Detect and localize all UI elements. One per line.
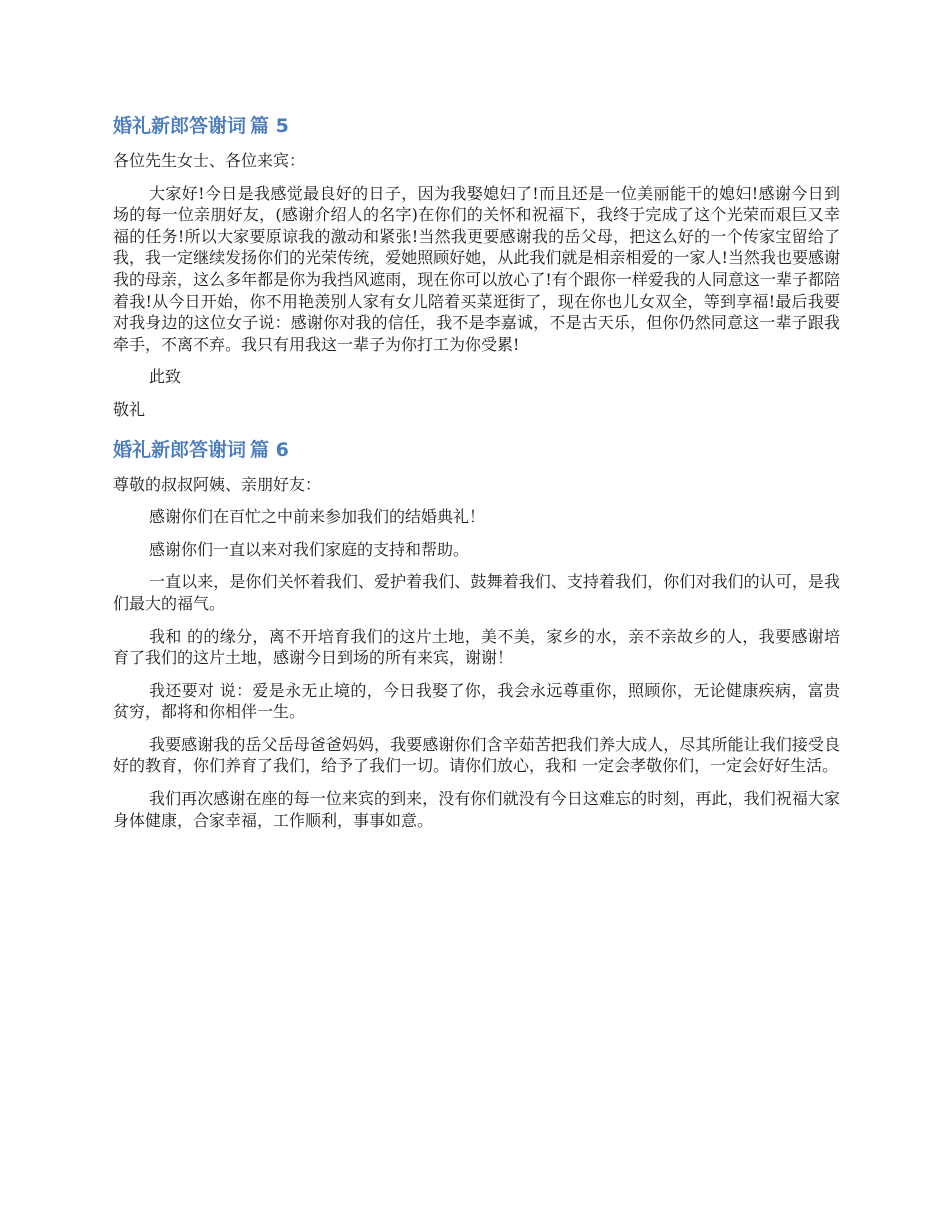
body-paragraph: 一直以来，是你们关怀着我们、爱护着我们、鼓舞着我们、支持着我们，你们对我们的认可，是我们最大的福气。	[113, 572, 840, 613]
body-paragraph: 感谢你们在百忙之中前来参加我们的结婚典礼！	[149, 507, 486, 527]
section-number: 篇 6	[250, 438, 289, 461]
salutation: 各位先生女士、各位来宾：	[113, 151, 306, 170]
body-paragraph: 我们再次感谢在座的每一位来宾的到来，没有你们就没有今日这难忘的时刻，再此，我们祝福大家身体健康，合家幸福，工作顺利，事事如意。	[113, 789, 840, 830]
section-title: 婚礼新郎答谢词	[113, 115, 247, 137]
salutation: 尊敬的叔叔阿姨、亲朋好友：	[113, 474, 322, 494]
closing-line: 敬礼	[113, 399, 146, 419]
section-title: 婚礼新郎答谢词	[113, 438, 247, 461]
body-paragraph: 大家好!今日是我感觉最良好的日子，因为我娶媳妇了!而且还是一位美丽能干的媳妇!感谢今日到场的每一位亲朋好友，(感谢介绍人的名字)在你们的关怀和祝福下，我终于完成了这个光荣而艰巨又幸福的任务!所以大家要原谅我的激动和紧张!当然我更要感谢我的岳父母，把这么好的一个传家宝留给了我，我一定继续发扬你们的光荣传统，爱她照顾好她，从此我们就是相亲相爱的一家人!当然我也要感谢我的母亲，这么多年都是你为我挡风遮雨，现在你可以放心了!有个跟你一样爱我的人同意这一辈子都陪着我!从今日开始，你不用艳羡别人家有女儿陪着买菜逛街了，现在你也儿女双全，等到享福!最后我要对我身边的这位女子说：感谢你对我的信任，我不是李嘉诚，不是古天乐，但你仍然同意这一辈子跟我牵手，不离不弃。我只有用我这一辈子为你打工为你受累!	[113, 183, 840, 354]
body-paragraph: 感谢你们一直以来对我们家庭的支持和帮助。	[149, 539, 470, 559]
body-paragraph: 我还要对 说：爱是永无止境的，今日我娶了你，我会永远尊重你，照顾你，无论健康疾病，富贵贫穷，都将和你相伴一生。	[113, 680, 840, 722]
closing-line: 此致	[149, 367, 182, 387]
section-heading	[113, 432, 840, 468]
section-number: 篇 5	[250, 115, 289, 137]
document-page	[113, 108, 840, 842]
section-heading	[113, 108, 840, 144]
body-paragraph: 我和 的的缘分，离不开培育我们的这片土地，美不美，家乡的水，亲不亲故乡的人，我要感谢培育了我们的这片土地，感谢今日到场的所有来宾，谢谢！	[113, 626, 840, 668]
body-paragraph: 我要感谢我的岳父岳母爸爸妈妈，我要感谢你们含辛茹苦把我们养大成人，尽其所能让我们接受良好的教育，你们养育了我们，给予了我们一切。请你们放心，我和 一定会孝敬你们，一定会好好生活。	[113, 734, 840, 776]
